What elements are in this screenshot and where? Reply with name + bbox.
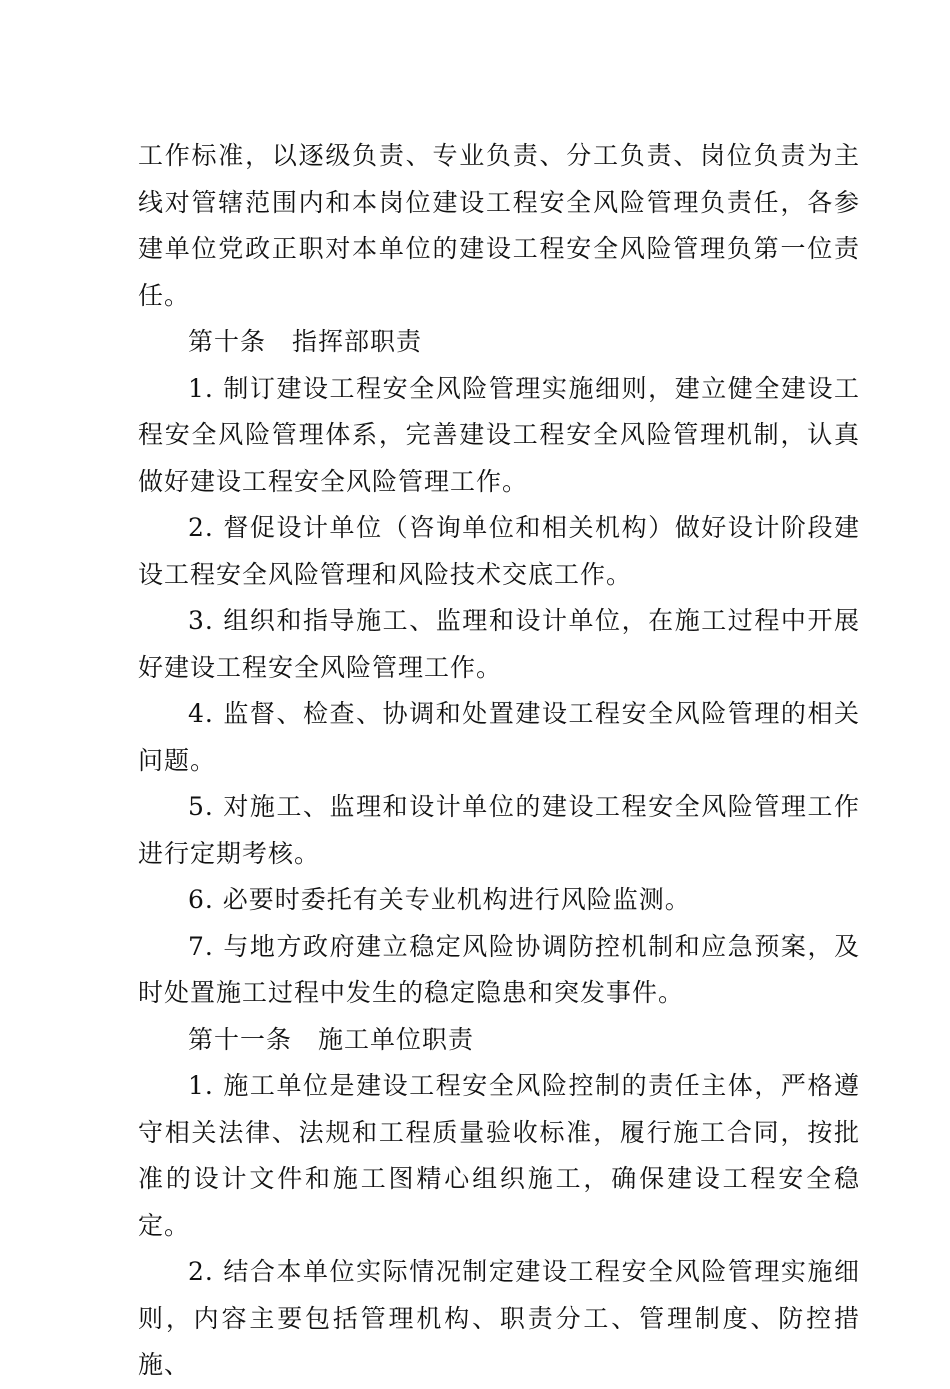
article-10-item-2: 2. 督促设计单位（咨询单位和相关机构）做好设计阶段建设工程安全风险管理和风险技术交底工作。 [138,513,860,589]
article-10-item-4: 4. 监督、检查、协调和处置建设工程安全风险管理的相关问题。 [138,699,860,775]
article-10-item-6: 6. 必要时委托有关专业机构进行风险监测。 [188,885,691,914]
article-10-item-1: 1. 制订建设工程安全风险管理实施细则，建立健全建设工程安全风险管理体系，完善建设工程安全风险管理机制，认真做好建设工程安全风险管理工作。 [138,373,860,496]
article-10-heading: 第十条 指挥部职责 [188,327,423,356]
article-10-item-5: 5. 对施工、监理和设计单位的建设工程安全风险管理工作进行定期考核。 [138,792,860,868]
article-11-heading: 第十一条 施工单位职责 [188,1024,475,1054]
article-11-item-2: 2. 结合本单位实际情况制定建设工程安全风险管理实施细则，内容主要包括管理机构、职责分工、管理制度、防控措施、 [138,1257,860,1379]
paragraph-continuation: 工作标准，以逐级负责、专业负责、分工负责、岗位负责为主线对管辖范围内和本岗位建设工程安全风险管理负责任，各参建单位党政正职对本单位的建设工程安全风险管理负第一位责任。 [138,141,860,310]
article-10-item-7: 7. 与地方政府建立稳定风险协调防控机制和应急预案，及时处置施工过程中发生的稳定隐患和突发事件。 [138,931,860,1007]
article-11-item-1: 1. 施工单位是建设工程安全风险控制的责任主体，严格遵守相关法律、法规和工程质量验收标准，履行施工合同，按批准的设计文件和施工图精心组织施工，确保建设工程安全稳定。 [138,1071,860,1240]
article-10-item-3: 3. 组织和指导施工、监理和设计单位，在施工过程中开展好建设工程安全风险管理工作。 [138,606,860,682]
document-body [138,133,860,1389]
